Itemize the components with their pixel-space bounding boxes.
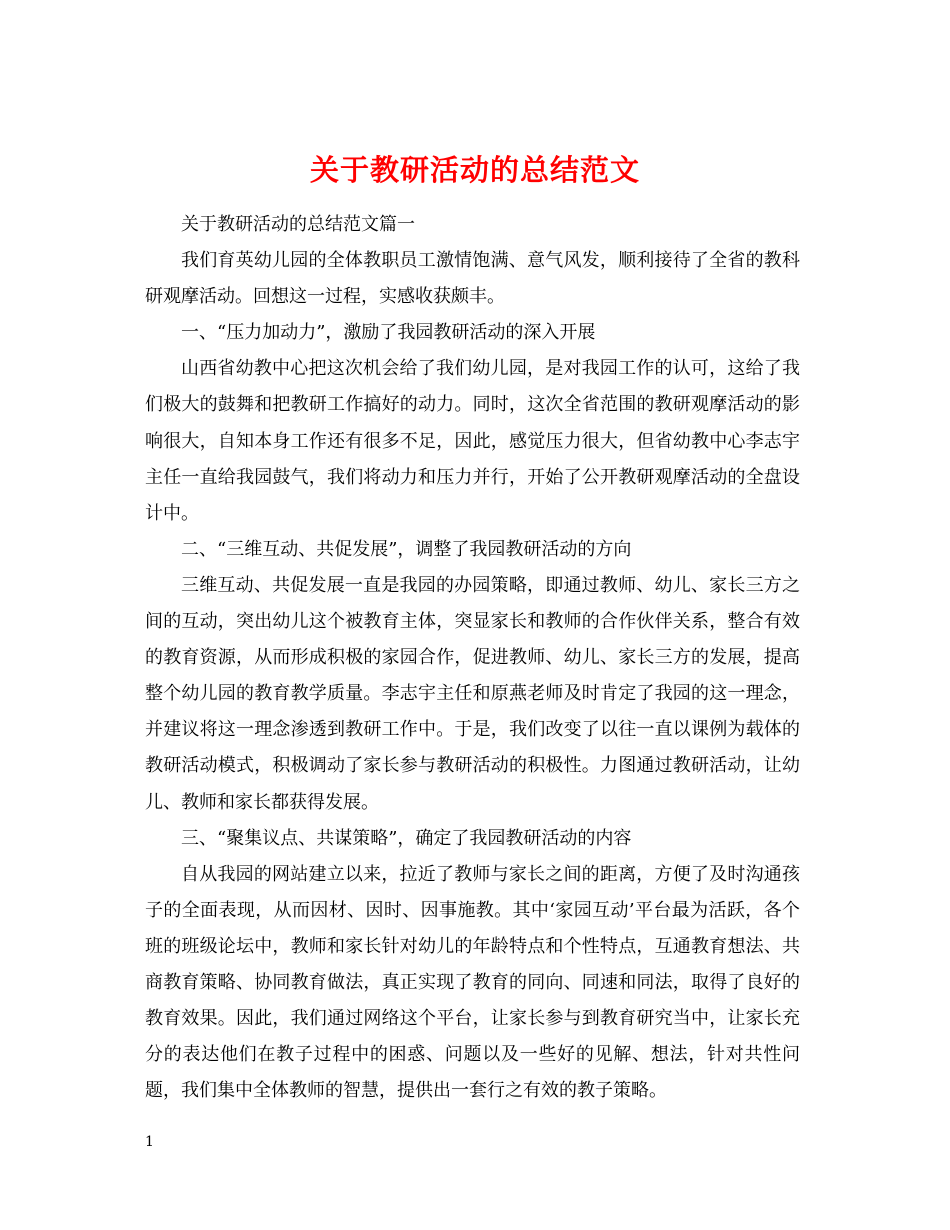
section-heading-one: 一、“压力加动力”，激励了我园教研活动的深入开展 [181, 322, 596, 344]
section-heading-three: 三、“聚集议点、共谋策略”，确定了我园教研活动的内容 [181, 827, 632, 849]
page-number: 1 [145, 1134, 154, 1150]
section-heading-article-one: 关于教研活动的总结范文篇一 [181, 214, 415, 235]
section-heading-two: 二、“三维互动、共促发展”，调整了我园教研活动的方向 [181, 538, 632, 560]
paragraph-section-two: 三维互动、共促发展一直是我园的办园策略，即通过教师、幼儿、家长三方之间的互动，突出幼儿这个被教育主体，突显家长和教师的合作伙伴关系，整合有效的教育资源，从而形成积极的家园合作，促进教师、幼儿、家长三方的发展，提高整个幼儿园的教育教学质量。李志宇主任和原燕老师及时肯定了我园的这一理念，并建议将这一理念渗透到教研工作中。于是，我们改变了以往一直以课例为载体的教研活动模式，积极调动了家长参与教研活动的积极性。力图通过教研活动，让幼儿、教师和家长都获得发展。 [145, 574, 800, 813]
document-body [145, 207, 800, 1109]
document-title: 关于教研活动的总结范文 [309, 153, 640, 188]
paragraph-section-one: 山西省幼教中心把这次机会给了我们幼儿园，是对我园工作的认可，这给了我们极大的鼓舞和把教研工作搞好的动力。同时，这次全省范围的教研观摩活动的影响很大，自知本身工作还有很多不足，因此，感觉压力很大，但省幼教中心李志宇主任一直给我园鼓气，我们将动力和压力并行，开始了公开教研观摩活动的全盘设计中。 [145, 358, 800, 524]
paragraph-intro: 我们育英幼儿园的全体教职员工激情饱满、意气风发，顺利接待了全省的教科研观摩活动。回想这一过程，实感收获颇丰。 [145, 250, 800, 308]
paragraph-section-three: 自从我园的网站建立以来，拉近了教师与家长之间的距离，方便了及时沟通孩子的全面表现，从而因材、因时、因事施教。其中‘家园互动’平台最为活跃，各个班的班级论坛中，教师和家长针对幼儿的年龄特点和个性特点，互通教育想法、共商教育策略、协同教育做法，真正实现了教育的同向、同速和同法，取得了良好的教育效果。因此，我们通过网络这个平台，让家长参与到教育研究当中，让家长充分的表达他们在教子过程中的困惑、问题以及一些好的见解、想法，针对共性问题，我们集中全体教师的智慧，提供出一套行之有效的教子策略。 [145, 863, 800, 1102]
